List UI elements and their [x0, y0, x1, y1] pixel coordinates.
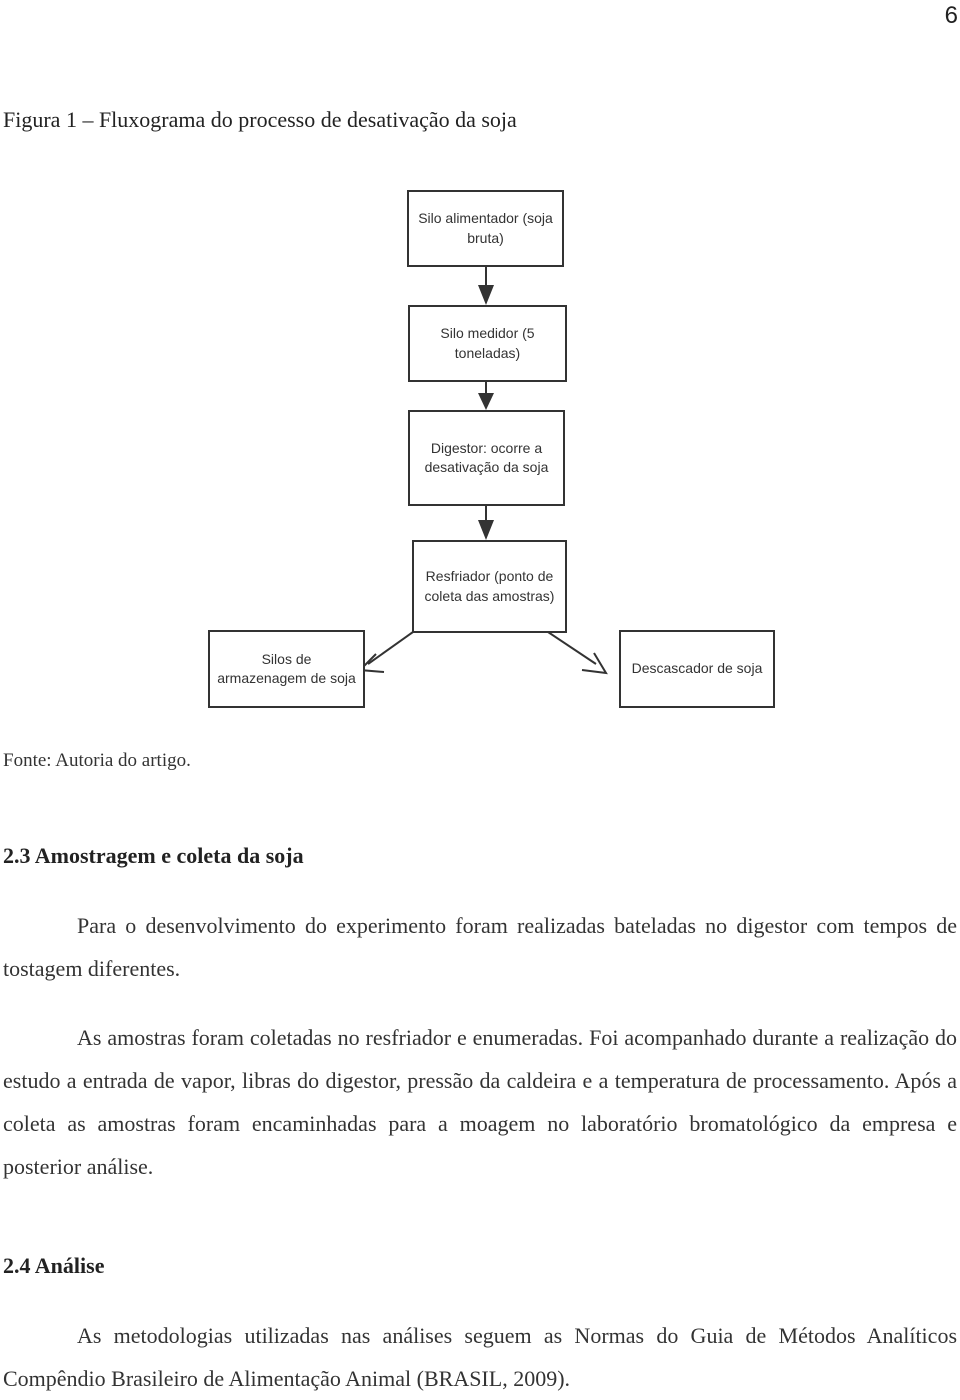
arrowhead-digestor	[478, 393, 494, 410]
figure-caption: Figura 1 – Fluxograma do processo de desativação da soja	[3, 107, 517, 132]
section-heading-amostragem: 2.3 Amostragem e coleta da soja	[3, 843, 304, 868]
arrow-resfriador-to-silos	[368, 632, 413, 664]
node-silos-armazenagem: Silos de armazenagem de soja	[208, 630, 365, 708]
node-digestor: Digestor: ocorre a desativação da soja	[408, 410, 565, 506]
figure-source: Fonte: Autoria do artigo.	[3, 750, 191, 771]
paragraph-metodologias: As metodologias utilizadas nas análises seguem as Normas do Guia de Métodos Analíticos Compêndio Brasileiro de Alimentação Animal (BRASIL, 2009).	[3, 1323, 957, 1391]
paragraph-amostras: As amostras foram coletadas no resfriador e enumeradas. Foi acompanhado durante a realização do estudo a entrada de vapor, libras do digestor, pressão da caldeira e a temperatura de processamento. Após a coleta as amostras foram encaminhadas para a moagem no laboratório bromatológico da empresa e posterior análise.	[3, 1025, 957, 1179]
node-resfriador: Resfriador (ponto de coleta das amostras)	[412, 540, 567, 633]
node-silo-alimentador: Silo alimentador (soja bruta)	[407, 190, 564, 267]
arrow-resfriador-to-descascador	[548, 632, 596, 664]
node-descascador: Descascador de soja	[619, 630, 775, 708]
paragraph-experimento: Para o desenvolvimento do experimento foram realizadas bateladas no digestor com tempos de tostagem diferentes.	[3, 913, 957, 981]
node-silo-medidor: Silo medidor (5 toneladas)	[408, 305, 567, 382]
page-number: 6	[944, 2, 958, 29]
section-heading-analise: 2.4 Análise	[3, 1253, 105, 1278]
arrowhead-resfriador	[478, 520, 494, 540]
arrowhead-medidor	[478, 285, 494, 305]
